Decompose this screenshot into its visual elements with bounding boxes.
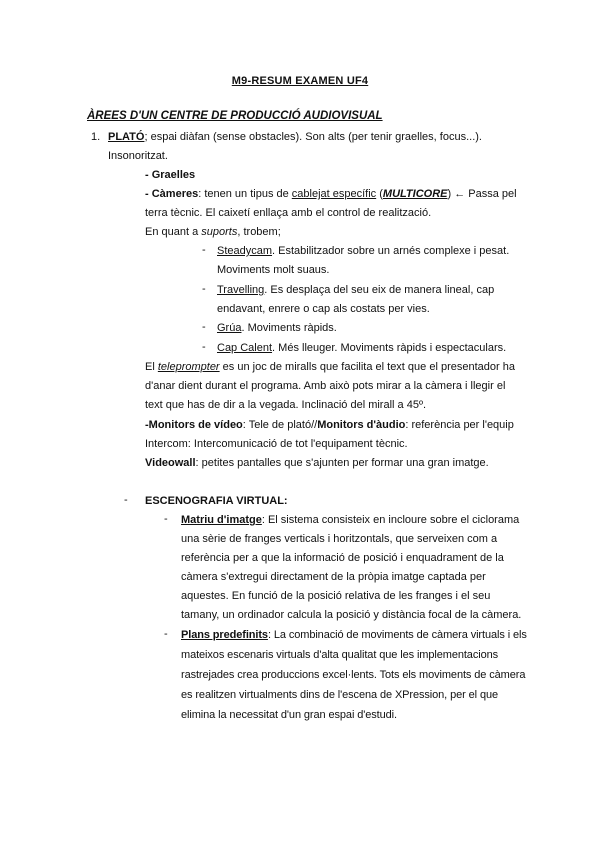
intercom-line: Intercom: Intercomunicació de tot l'equipament tècnic.: [145, 438, 408, 450]
plans-line-2: mateixos escenaris virtuals d'alta qualitat que les implementacions: [181, 649, 499, 661]
plans-line-1: [181, 628, 527, 642]
graelles-item: - Graelles: [145, 169, 196, 181]
escenografia-heading: ESCENOGRAFIA VIRTUAL:: [145, 495, 288, 507]
travelling-line-1: [217, 283, 494, 297]
steadycam-term: Steadycam: [217, 245, 273, 257]
monitors-video-term: -Monitors de vídeo: [145, 419, 243, 431]
plato-description: ; espai diàfan (sense obstacles). Son alts (per tenir graelles, focus...).: [144, 131, 482, 143]
suports-post: , trobem;: [237, 226, 281, 238]
steadycam-text: . Estabilitzador sobre un arnés complexe i pesat.: [272, 245, 510, 257]
monitors-line: [145, 418, 514, 432]
cameres-text-3: ) ← Passa pel: [447, 188, 517, 200]
travelling-term: Travelling: [217, 284, 265, 296]
grua-term: Grúa: [217, 322, 242, 334]
suports-term: suports: [201, 226, 238, 238]
cap-calent-line: [217, 341, 506, 355]
grua-text: . Moviments ràpids.: [241, 322, 337, 334]
bullet-dash: -: [202, 244, 206, 256]
steadycam-line-2: Moviments molt suaus.: [217, 264, 330, 276]
videowall-text: : petites pantalles que s'ajunten per formar una gran imatge.: [195, 457, 489, 469]
cameres-text-2: (: [376, 188, 383, 200]
teleprompter-line-1: [145, 360, 515, 374]
grua-line: [217, 321, 337, 335]
bullet-dash: -: [202, 321, 206, 333]
plato-term: PLATÓ: [108, 131, 145, 143]
multicore-term: MULTICORE: [382, 188, 448, 200]
teleprompter-term: teleprompter: [157, 361, 220, 373]
cameres-term: Càmeres: [151, 188, 199, 200]
cameres-dash: -: [145, 188, 152, 200]
cameres-line-1: [145, 187, 517, 201]
bullet-dash: -: [202, 341, 206, 353]
cameres-line-2: terra tècnic. El caixetí enllaça amb el control de realització.: [145, 207, 432, 219]
page-title: M9-RESUM EXAMEN UF4: [231, 75, 369, 87]
monitors-audio-term: Monitors d'àudio: [317, 419, 406, 431]
monitors-text-2: : referència per l'equip: [405, 419, 514, 431]
teleprompter-pre: El: [145, 361, 158, 373]
teleprompter-line-2: d'anar dient durant el programa. Amb això pots mirar a la càmera i llegir el: [145, 380, 506, 392]
teleprompter-line-3: text que has de dir a la vegada. Inclinació del mirall a 45º.: [145, 399, 427, 411]
videowall-term: Videowall: [145, 457, 196, 469]
bullet-dash: -: [124, 494, 128, 506]
plans-term: Plans predefinits: [181, 629, 268, 641]
matriu-line-6: tamany, un ordinador calcula la posició y distància focal de la càmera.: [181, 609, 522, 621]
matriu-line-2: una sèrie de franges verticals i horitzontals, que serveixen com a: [181, 533, 498, 545]
item-1-number: 1.: [91, 131, 101, 143]
matriu-text: : El sistema consisteix en incloure sobre el ciclorama: [261, 514, 520, 526]
cablejat-term: cablejat específic: [291, 188, 377, 200]
suports-pre: En quant a: [145, 226, 202, 238]
plans-line-5: elimina la necessitat d'un gran espai d'estudi.: [181, 709, 397, 721]
matriu-line-5: aquestes. En funció de la posició relativa de les franges i el seu: [181, 590, 491, 602]
plans-line-4: es realitzen virtualments dins de l'escena de XPression, per el que: [181, 689, 499, 701]
suports-line: [145, 225, 281, 239]
matriu-line-1: [181, 513, 519, 527]
travelling-line-2: endavant, enrere o cap als costats per vies.: [217, 303, 430, 315]
cap-calent-term: Cap Calent: [217, 342, 273, 354]
matriu-line-4: càmera s'extregui directament de la pròpia imatge captada per: [181, 571, 486, 583]
bullet-dash: -: [164, 513, 168, 525]
item-1-line-2: Insonoritzat.: [108, 150, 168, 162]
travelling-text: . Es desplaça del seu eix de manera lineal, cap: [264, 284, 495, 296]
plans-text: : La combinació de moviments de càmera virtuals i els: [267, 629, 527, 641]
section-heading: ÀREES D'UN CENTRE DE PRODUCCIÓ AUDIOVISUAL: [87, 110, 383, 122]
steadycam-line-1: [217, 244, 509, 258]
matriu-line-3: referència per a que la informació de posició i enquadrament de la: [181, 552, 504, 564]
plans-line-3: rastrejades crea produccions excel·lents. Tots els moviments de càmera: [181, 669, 526, 681]
bullet-dash: -: [164, 628, 168, 640]
videowall-line: [145, 456, 489, 470]
bullet-dash: -: [202, 283, 206, 295]
matriu-term: Matriu d'imatge: [181, 514, 262, 526]
teleprompter-text: es un joc de miralls que facilita el text que el presentador ha: [219, 361, 515, 373]
cap-calent-text: . Més lleuger. Moviments ràpids i espectaculars.: [272, 342, 507, 354]
monitors-text-1: : Tele de plató//: [242, 419, 318, 431]
cameres-text-1: : tenen un tipus de: [198, 188, 292, 200]
item-1-line-1: [108, 130, 482, 144]
